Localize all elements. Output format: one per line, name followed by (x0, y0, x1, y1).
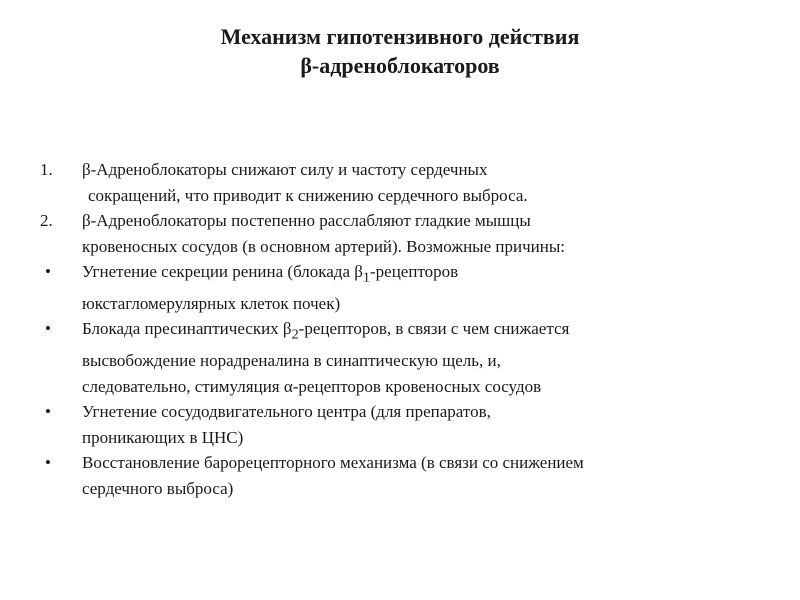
item-text-line: кровеносных сосудов (в основном артерий). Возможные причины: (82, 236, 565, 256)
item-text-line (82, 316, 762, 348)
item-text-line (82, 259, 762, 291)
list-item-1 (0, 157, 762, 208)
slide-content (0, 157, 800, 501)
item-text-line: Восстановление барорецепторного механизма (в связи со снижением (82, 453, 584, 473)
item-text-part: Блокада пресинаптических β (82, 319, 292, 339)
item-text-continuation: сокращений, что приводит к снижению сердечного выброса. (88, 185, 528, 205)
item-text-line: Угнетение сосудодвигательного центра (для препаратов, (82, 402, 491, 422)
bullet-item-presynaptic (0, 316, 762, 399)
item-text-line: проникающих в ЦНС) (82, 427, 244, 447)
item-text-part: Угнетение секреции ренина (блокада β (82, 262, 363, 281)
item-text-line: β-Адреноблокаторы снижают силу и частоту сердечных (82, 160, 488, 179)
item-text-line: β-Адреноблокаторы постепенно расслабляют гладкие мышцы (82, 211, 531, 230)
title-line-2: β-адреноблокаторов (300, 53, 500, 78)
subscript: 2 (291, 326, 299, 343)
bullet-icon: • (45, 453, 51, 473)
item-text-line: высвобождение норадреналина в синаптическую щель, и, (82, 351, 501, 371)
slide-title (0, 22, 800, 80)
bullet-item-vasomotor (0, 399, 762, 450)
bullet-icon: • (45, 262, 51, 281)
item-text-line: юкстагломерулярных клеток почек) (82, 293, 341, 313)
item-text-line: следовательно, стимуляция α-рецепторов кровеносных сосудов (82, 376, 542, 396)
item-text-line: сердечного выброса) (82, 478, 234, 498)
item-text-part: -рецепторов, в связи с чем снижается (298, 319, 570, 339)
bullet-icon: • (45, 319, 51, 339)
bullet-item-renin (0, 259, 762, 316)
bullet-icon: • (45, 402, 51, 422)
subscript: 1 (362, 269, 370, 286)
bullet-item-baroreceptor (0, 450, 762, 501)
item-text-line (82, 183, 762, 209)
item-text-part: -рецепторов (370, 262, 459, 281)
list-number: 1. (40, 160, 53, 179)
list-item-2 (0, 208, 762, 259)
title-line-1: Механизм гипотензивного действия (220, 24, 580, 49)
list-number: 2. (40, 211, 53, 230)
